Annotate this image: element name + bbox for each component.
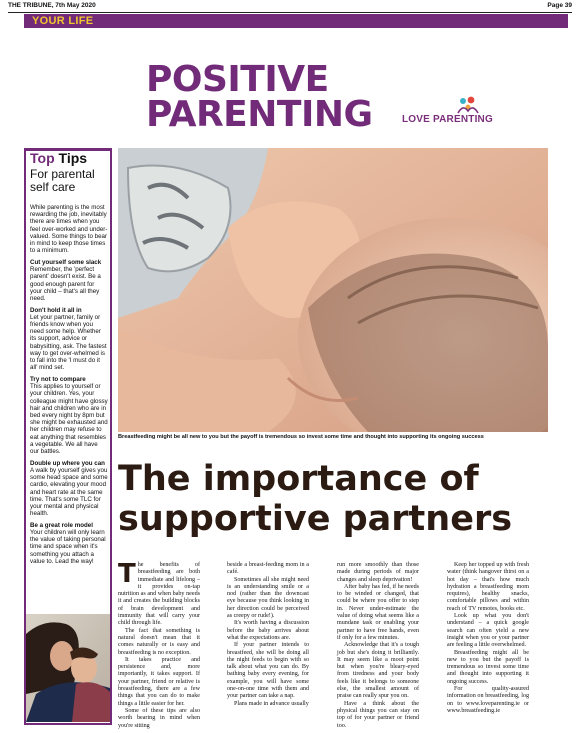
- top-tips-body: [30, 204, 108, 570]
- family-icon: [402, 96, 520, 116]
- tip-text: This applies to yourself or your children. Yes, your colleague might have glossy hair and children who are in bed every night by 8pm but she might be exhausted and her children may refuse to eat anything that resembles a vegetable. We all have our battles.: [30, 383, 108, 455]
- love-parenting-logo: [402, 96, 520, 132]
- mother-child-photo: [26, 614, 110, 722]
- article-paragraph: Plans made in advance usually: [234, 700, 309, 707]
- top-tips-title-b: Tips: [58, 150, 88, 166]
- article-paragraph: Some of these tips are also worth bearing in mind when you're sitting: [118, 707, 200, 729]
- tip-item: [30, 307, 108, 372]
- tip-item: [30, 522, 108, 565]
- tip-heading: Cut yourself some slack: [30, 258, 102, 266]
- tip-item: [30, 259, 108, 302]
- article-paragraph: After baby has fed, if he needs to be winded or changed, that could be where you offer to step in. Never under-estimate the value of doing what seems like a mundane task or enabling your partner to have free hands, even if only for a few minutes.: [337, 583, 419, 641]
- article-title-line-1: The importance of: [118, 459, 479, 499]
- page-number: Page 39: [547, 2, 572, 9]
- article-paragraph: run more smoothly than those made during periods of major changes and sleep deprivation!: [337, 562, 419, 583]
- article-paragraph: Sometimes all she might need is an understanding smile or a nod (rather than the downcast eye because you think looking in her direction could be perceived as creepy or rude!).: [227, 576, 309, 620]
- article-paragraph: The fact that something is natural doesn't mean that it comes naturally or is easy and breastfeeding is no exception.: [118, 627, 200, 656]
- article-paragraph: Have a think about the physical things you can stay on top of for your partner or friend too.: [337, 700, 419, 729]
- newspaper-dateline: THE TRIBUNE, 7th May 2020: [8, 2, 96, 9]
- article-paragraph: beside a breast-feeding mom in a café.: [227, 562, 309, 576]
- header-rule: [8, 12, 572, 13]
- article-column-2: [227, 562, 309, 708]
- article-paragraph: Breastfeeding might all be new to you but the payoff is tremendous so invest some time and thought into supporting it ongoing success.: [447, 649, 529, 685]
- photo-caption: Breastfeeding might be all new to you but the payoff is tremendous so invest some time and thought into supporting its ongoing success: [118, 434, 484, 440]
- top-tips-title: [30, 150, 87, 166]
- article-paragraph: Look up what you don't understand – a quick google search can often yield a new insight when you or your partner are feeling a little overwhelmed.: [447, 613, 529, 649]
- article-paragraph: The benefits of breastfeeding are both immediate and lifelong – it provides on-tap nutrition as and when baby needs it and creates the building blocks of brain development and immunity that will carry your child through life.: [118, 559, 200, 627]
- tip-item: [30, 376, 108, 455]
- article-paragraph: For quality-assured information on breastfeeding, log on to www.loveparenting.ie or www.breastfeeding.ie: [447, 686, 529, 714]
- logo-text: LOVE PARENTING: [402, 114, 493, 125]
- tip-text: Remember, the 'perfect parent' doesn't exist. Be a good enough parent for your child – that's all they need.: [30, 266, 101, 302]
- headline-line-1: POSITIVE: [146, 59, 329, 100]
- article-paragraph: It's worth having a discussion before the baby arrives about what the expectations are.: [227, 620, 309, 641]
- tip-heading: Try not to compare: [30, 375, 86, 383]
- tip-text: A walk by yourself gives you some head space and some cardio, elevating your mood and heart rate at the same time. That's some TLC for your mental and physical health.: [30, 466, 108, 518]
- tip-heading: Double up where you can: [30, 459, 105, 467]
- tip-heading: Be a great role model: [30, 521, 93, 529]
- headline-line-2: PARENTING: [146, 94, 373, 135]
- top-tips-subtitle: For parental self care: [30, 167, 95, 194]
- top-tips-title-a: Top: [30, 150, 55, 166]
- section-banner: [24, 14, 568, 28]
- article-column-1: [118, 559, 200, 730]
- article-paragraph: If your partner intends to breastfeed, she will be doing all the night feeds to begin with so talk about what you can do. By bathing baby every evening, for example, you will have some one-on-one time with them and your partner can take a nap.: [227, 642, 309, 700]
- article-paragraph: It takes practice and persistence and, more importantly, it takes support. If your partner, friend or relative is breastfeeding, there are a few things that you can do to make things a little easier for her.: [118, 656, 200, 707]
- article-paragraph: Acknowledge that it's a tough job but she's doing it brilliantly. It may seem like a moot point but when you're bleary-eyed from tiredness and your body feels like it belongs to someone else, the smallest amount of praise can really spur you on.: [337, 642, 419, 700]
- article-title-line-2: supportive partners: [118, 499, 513, 539]
- drop-cap: T: [118, 559, 136, 589]
- tip-text: Let your partner, family or friends know when you need some help. Whether its support, advice or babysitting, ask. The fastest way to get over-whelmed is to fall into the 'I must do it all' mind set.: [30, 313, 107, 372]
- article-column-4: [447, 562, 529, 715]
- tip-heading: Don't hold it all in: [30, 306, 82, 314]
- tip-text: Your children will only learn the value of taking personal time and space when it's something you attach a value to. Lead the way!: [30, 529, 106, 565]
- breastfeeding-photo: [118, 148, 548, 432]
- article-paragraph: Keep her topped up with fresh water (think hangover thirst on a hot day – that's how much hydration a breastfeeding mom requires), healthy snacks, comfortable pillows and within reach of TV remotes, books etc.: [447, 562, 529, 612]
- top-tips-intro: While parenting is the most rewarding the job, inevitably there are times when you feel over-worked and under-valued. Some things to bear in mind to keep those times to a minimum.: [30, 204, 108, 255]
- section-label: YOUR LIFE: [32, 15, 94, 27]
- tip-item: [30, 460, 108, 518]
- article-column-3: [337, 562, 419, 730]
